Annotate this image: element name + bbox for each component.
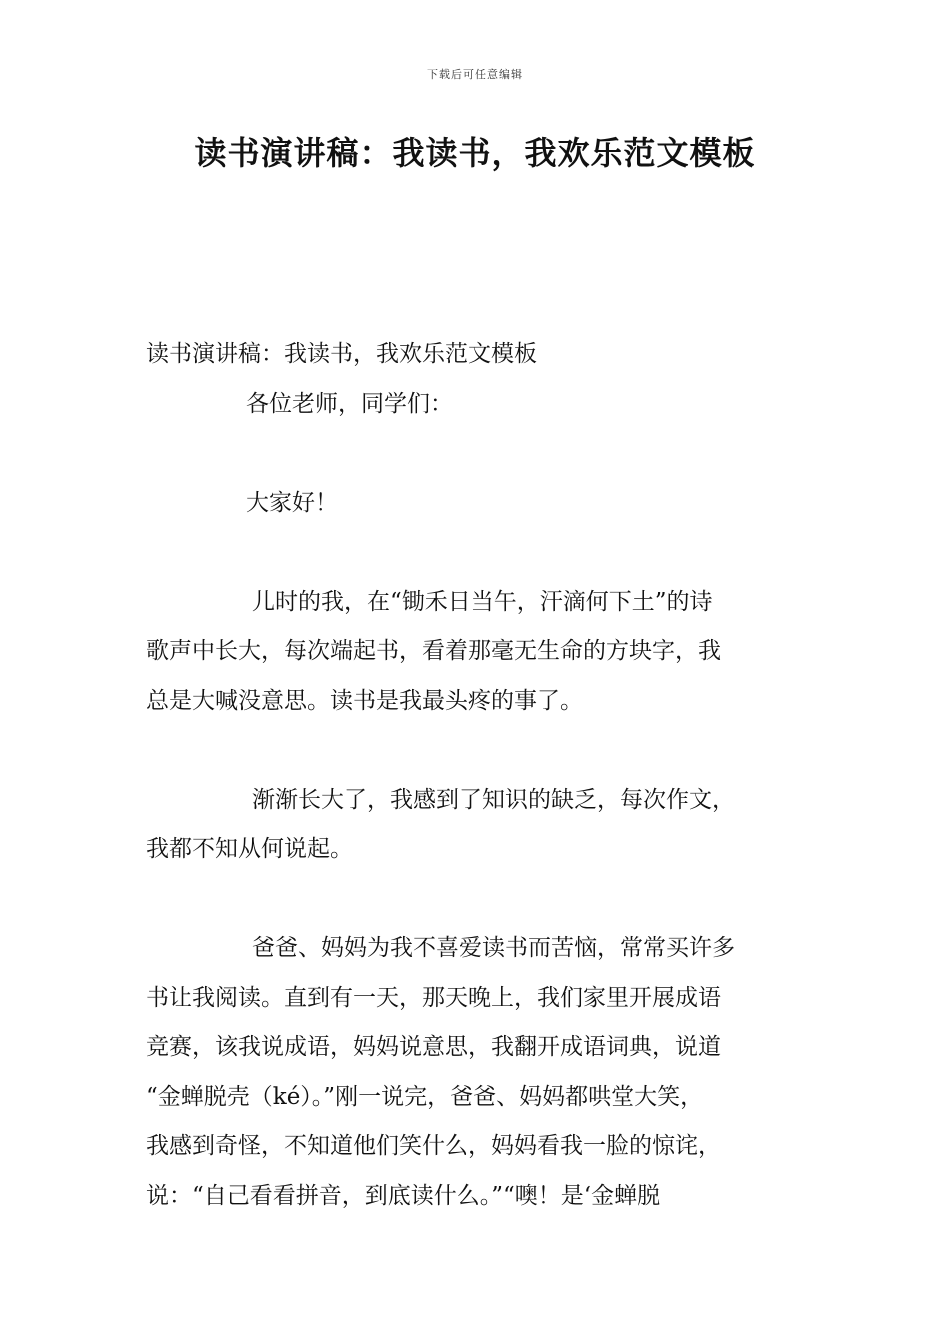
document-body [146,330,826,1221]
paragraph-line: 歌声中长大，每次端起书，看着那毫无生命的方块字，我 [146,638,721,664]
paragraph-line: 书让我阅读。直到有一天，那天晚上，我们家里开展成语 [146,984,721,1011]
paragraph-line: 渐渐长大了，我感到了知识的缺乏，每次作文， [252,786,735,813]
paragraph-3 [146,924,826,1221]
page-title: 读书演讲稿：我读书，我欢乐范文模板 [194,134,756,172]
blank-line [146,726,826,776]
greeting: 各位老师，同学们： [246,390,453,417]
paragraph-line: 我都不知从何说起。 [146,836,353,862]
header-note: 下载后可任意编辑 [427,68,523,81]
paragraph-line: 爸爸、妈妈为我不喜爱读书而苦恼，常常买许多 [252,935,735,961]
paragraph-line: 儿时的我，在“锄禾日当午，汗滴何下土”的诗 [252,588,713,615]
blank-line [146,429,826,479]
blank-line [146,875,826,925]
paragraph-line: 我感到奇怪，不知道他们笑什么，妈妈看我一脸的惊诧， [146,1133,721,1159]
paragraph-2 [146,776,826,875]
hello-line: 大家好！ [246,489,338,516]
paragraph-1 [146,578,826,727]
paragraph-line: 竞赛，该我说成语，妈妈说意思，我翻开成语词典，说道 [146,1034,721,1060]
blank-line [146,528,826,578]
paragraph-line: 说：“自己看看拼音，到底读什么。”“噢！是‘金蝉脱 [146,1182,661,1209]
paragraph-line: 总是大喊没意思。读书是我最头疼的事了。 [146,687,583,714]
body-subtitle: 读书演讲稿：我读书，我欢乐范文模板 [146,341,537,367]
paragraph-line: “金蝉脱壳（ké）。”刚一说完，爸爸、妈妈都哄堂大笑， [146,1083,704,1110]
